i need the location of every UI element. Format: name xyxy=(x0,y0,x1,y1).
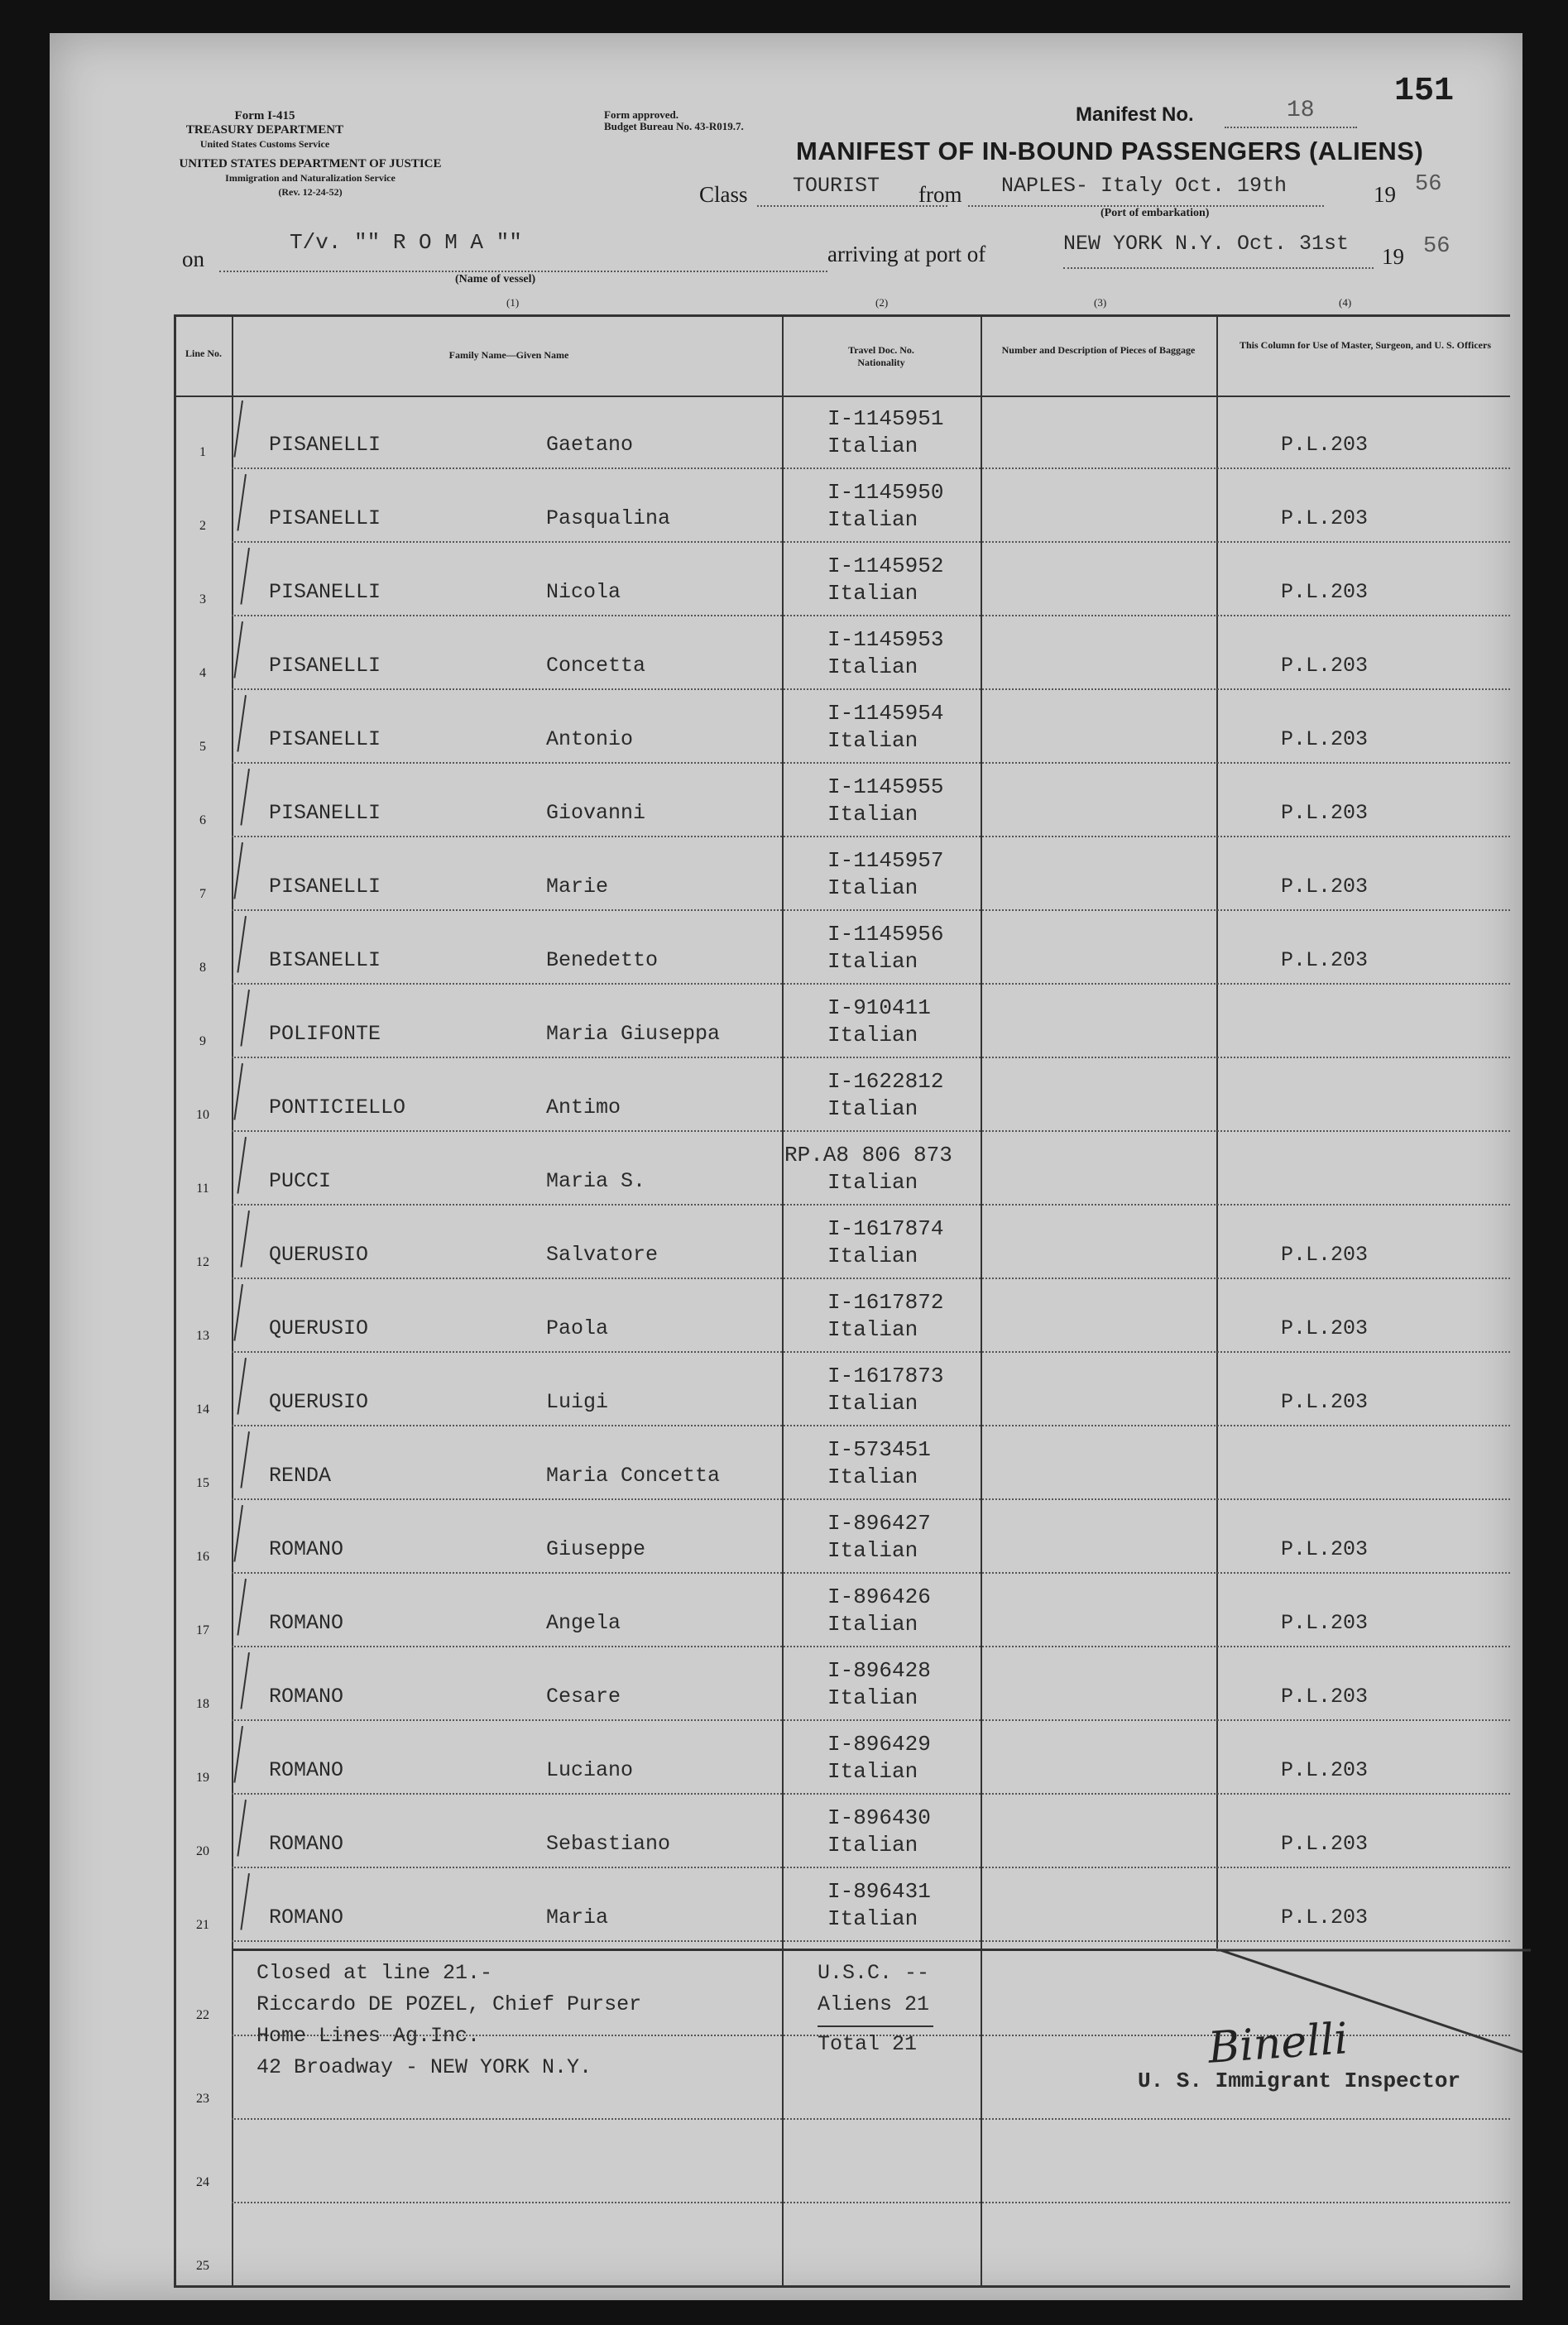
line-number: 19 xyxy=(196,1771,209,1785)
nationality: Italian xyxy=(827,1906,918,1931)
given-name: Maria Concetta xyxy=(546,1464,721,1488)
travel-doc-number: I-1145953 xyxy=(827,627,944,652)
officer-note: P.L.203 xyxy=(1281,1243,1369,1267)
officer-note: P.L.203 xyxy=(1281,506,1369,530)
given-name: Benedetto xyxy=(546,948,659,972)
travel-doc-number: I-1145955 xyxy=(827,774,944,799)
ins-service: Immigration and Naturalization Service xyxy=(225,172,396,184)
year-prefix-arrive: 19 xyxy=(1382,244,1404,269)
nationality: Italian xyxy=(827,1612,918,1637)
line-number: 15 xyxy=(196,1476,209,1490)
given-name: Maria Giuseppa xyxy=(546,1022,721,1046)
travel-doc-number: I-1145951 xyxy=(827,406,944,431)
nationality: Italian xyxy=(827,802,918,827)
officer-note: P.L.203 xyxy=(1281,580,1369,604)
family-name: PISANELLI xyxy=(269,580,381,604)
form-approved: Form approved. xyxy=(604,108,679,121)
given-name: Luigi xyxy=(546,1390,609,1414)
line-number: 7 xyxy=(199,887,206,901)
officer-note: P.L.203 xyxy=(1281,875,1369,899)
family-name: PISANELLI xyxy=(269,654,381,678)
family-name: PUCCI xyxy=(269,1169,332,1193)
nationality: Italian xyxy=(827,434,918,458)
family-name: ROMANO xyxy=(269,1758,344,1782)
officer-note: P.L.203 xyxy=(1281,727,1369,751)
col2-number: (2) xyxy=(875,296,889,309)
line-number: 23 xyxy=(196,2092,209,2106)
travel-doc-number: I-1622812 xyxy=(827,1069,944,1094)
manifest-number: 18 xyxy=(1287,98,1315,123)
port-embarkation-caption: (Port of embarkation) xyxy=(1100,207,1210,219)
check-mark xyxy=(240,1431,250,1488)
travel-doc-number: I-910411 xyxy=(827,995,931,1020)
justice-block xyxy=(178,157,443,199)
given-name: Giovanni xyxy=(546,801,646,825)
given-name: Cesare xyxy=(546,1685,621,1709)
officer-note: P.L.203 xyxy=(1281,1537,1369,1561)
officer-note: P.L.203 xyxy=(1281,1685,1369,1709)
line-number: 18 xyxy=(196,1697,209,1711)
arriving-label: arriving at port of xyxy=(827,242,986,266)
travel-doc-number: I-1617874 xyxy=(827,1216,944,1241)
nationality: Italian xyxy=(827,728,918,753)
check-mark xyxy=(233,1726,243,1783)
line-number: 20 xyxy=(196,1844,209,1858)
manifest-sheet xyxy=(50,33,1522,2300)
check-mark xyxy=(240,990,250,1047)
travel-doc-number: I-896431 xyxy=(827,1879,931,1904)
line-number: 13 xyxy=(196,1329,209,1343)
officer-note: P.L.203 xyxy=(1281,948,1369,972)
page-title: MANIFEST OF IN-BOUND PASSENGERS (ALIENS) xyxy=(796,137,1424,165)
line-number: 17 xyxy=(196,1623,209,1637)
from-value: NAPLES- Italy Oct. 19th xyxy=(1001,174,1287,198)
check-mark xyxy=(237,695,247,752)
check-mark xyxy=(233,1063,243,1120)
nationality: Italian xyxy=(827,949,918,974)
officer-note: P.L.203 xyxy=(1281,1611,1369,1635)
travel-doc-number: I-1145950 xyxy=(827,480,944,505)
given-name: Luciano xyxy=(546,1758,634,1782)
budget-bureau: Budget Bureau No. 43-R019.7. xyxy=(604,120,744,132)
given-name: Antonio xyxy=(546,727,634,751)
col4-number: (4) xyxy=(1339,296,1352,309)
year-arrive: 56 xyxy=(1423,234,1451,259)
travel-doc-number: I-1617873 xyxy=(827,1364,944,1388)
class-label: Class xyxy=(699,182,748,207)
given-name: Angela xyxy=(546,1611,621,1635)
family-name: ROMANO xyxy=(269,1685,344,1709)
nationality: Italian xyxy=(827,1317,918,1342)
line-number: 16 xyxy=(196,1550,209,1564)
family-name: ROMANO xyxy=(269,1537,344,1561)
closing-line-1: Closed at line 21.- xyxy=(257,1961,493,1985)
line-number: 24 xyxy=(196,2175,209,2189)
travel-doc-number: I-1145956 xyxy=(827,922,944,947)
on-label: on xyxy=(182,247,204,271)
officer-note: P.L.203 xyxy=(1281,1758,1369,1782)
header-travel-doc: Travel Doc. No. Nationality xyxy=(848,344,914,368)
closing-line-3: Home Lines Ag.Inc. xyxy=(257,2024,481,2048)
line-number: 5 xyxy=(199,740,206,754)
officer-note: P.L.203 xyxy=(1281,1832,1369,1856)
justice-dept: UNITED STATES DEPARTMENT OF JUSTICE xyxy=(179,157,442,170)
family-name: PISANELLI xyxy=(269,801,381,825)
check-mark xyxy=(233,842,243,899)
travel-doc-number: I-573451 xyxy=(827,1437,931,1462)
travel-doc-number: I-1617872 xyxy=(827,1290,944,1315)
check-mark xyxy=(233,400,243,458)
given-name: Sebastiano xyxy=(546,1832,671,1856)
travel-doc-number: I-1145952 xyxy=(827,554,944,578)
line-number: 2 xyxy=(199,519,206,533)
form-number: Form I-415 xyxy=(234,109,295,122)
check-mark xyxy=(240,1873,250,1930)
given-name: Gaetano xyxy=(546,433,634,457)
nationality: Italian xyxy=(827,654,918,679)
officer-note: P.L.203 xyxy=(1281,1316,1369,1340)
given-name: Marie xyxy=(546,875,609,899)
aliens-total: Aliens 21 xyxy=(818,1992,930,2016)
usc-total: U.S.C. -- xyxy=(818,1961,930,1985)
header-baggage: Number and Description of Pieces of Baggage xyxy=(1001,344,1196,356)
nationality: Italian xyxy=(827,1244,918,1268)
check-mark xyxy=(240,1210,250,1268)
travel-doc-number: I-896429 xyxy=(827,1732,931,1757)
family-name: PISANELLI xyxy=(269,875,381,899)
travel-doc-number: I-896427 xyxy=(827,1511,931,1536)
family-name: PISANELLI xyxy=(269,727,381,751)
grand-total: Total 21 xyxy=(818,2032,918,2056)
check-mark xyxy=(233,1284,243,1341)
family-name: QUERUSIO xyxy=(269,1316,369,1340)
year-prefix-from: 19 xyxy=(1374,182,1396,207)
line-number: 11 xyxy=(196,1182,209,1196)
line-number: 6 xyxy=(199,813,206,827)
page-number: 151 xyxy=(1394,73,1455,110)
line-number: 1 xyxy=(199,445,206,459)
arriving-value: NEW YORK N.Y. Oct. 31st xyxy=(1063,232,1350,256)
inspector-signature: Binelli xyxy=(1206,2014,1350,2073)
class-value: TOURIST xyxy=(793,174,880,198)
family-name: QUERUSIO xyxy=(269,1390,369,1414)
nationality: Italian xyxy=(827,507,918,532)
line-number: 9 xyxy=(199,1034,206,1048)
family-name: PISANELLI xyxy=(269,433,381,457)
revision: (Rev. 12-24-52) xyxy=(278,186,343,198)
header-left-block xyxy=(165,109,364,151)
given-name: Paola xyxy=(546,1316,609,1340)
family-name: BISANELLI xyxy=(269,948,381,972)
line-number: 8 xyxy=(199,961,206,975)
family-name: PONTICIELLO xyxy=(269,1095,406,1119)
line-number: 10 xyxy=(196,1108,209,1122)
closing-line-2: Riccardo DE POZEL, Chief Purser xyxy=(257,1992,642,2016)
header-family-name: Family Name—Given Name xyxy=(448,349,569,361)
check-mark xyxy=(233,1505,243,1562)
nationality: Italian xyxy=(827,1538,918,1563)
check-mark xyxy=(240,548,250,605)
travel-doc-number: I-896428 xyxy=(827,1658,931,1683)
closing-line-4: 42 Broadway - NEW YORK N.Y. xyxy=(257,2055,592,2079)
officer-note: P.L.203 xyxy=(1281,1390,1369,1414)
col3-number: (3) xyxy=(1094,296,1107,309)
treasury-dept: TREASURY DEPARTMENT xyxy=(185,123,344,137)
line-number: 3 xyxy=(199,592,206,606)
line-number: 12 xyxy=(196,1255,209,1269)
line-number: 4 xyxy=(199,666,206,680)
check-mark xyxy=(233,621,243,678)
officer-note: P.L.203 xyxy=(1281,1906,1369,1930)
nationality: Italian xyxy=(827,1170,918,1195)
travel-doc-number: I-1145954 xyxy=(827,701,944,726)
nationality: Italian xyxy=(827,1023,918,1047)
given-name: Giuseppe xyxy=(546,1537,646,1561)
year-from: 56 xyxy=(1415,172,1442,197)
given-name: Nicola xyxy=(546,580,621,604)
travel-doc-number: I-896426 xyxy=(827,1584,931,1609)
nationality: Italian xyxy=(827,1465,918,1489)
family-name: ROMANO xyxy=(269,1611,344,1635)
given-name: Maria xyxy=(546,1906,609,1930)
check-mark xyxy=(240,1652,250,1709)
given-name: Maria S. xyxy=(546,1169,646,1193)
check-mark xyxy=(237,1358,247,1415)
line-number: 22 xyxy=(196,2008,209,2022)
line-number: 21 xyxy=(196,1918,209,1932)
inspector-label: U. S. Immigrant Inspector xyxy=(1138,2069,1461,2093)
check-mark xyxy=(237,916,247,973)
travel-doc-number: I-896430 xyxy=(827,1805,931,1830)
vessel-name: T/v. "" R O M A "" xyxy=(290,230,522,255)
check-mark xyxy=(237,1579,247,1636)
officer-note: P.L.203 xyxy=(1281,433,1369,457)
vessel-caption: (Name of vessel) xyxy=(455,273,536,285)
check-mark xyxy=(240,769,250,826)
nationality: Italian xyxy=(827,581,918,606)
approval-block xyxy=(604,109,744,132)
customs-service: United States Customs Service xyxy=(199,138,330,150)
given-name: Pasqualina xyxy=(546,506,671,530)
family-name: ROMANO xyxy=(269,1906,344,1930)
given-name: Antimo xyxy=(546,1095,621,1119)
family-name: PISANELLI xyxy=(269,506,381,530)
travel-doc-number: I-1145957 xyxy=(827,848,944,873)
nationality: Italian xyxy=(827,1685,918,1710)
given-name: Concetta xyxy=(546,654,646,678)
check-mark xyxy=(237,1137,247,1194)
diagonal-strike xyxy=(1216,1949,1531,2056)
family-name: POLIFONTE xyxy=(269,1022,381,1046)
check-mark xyxy=(237,474,247,531)
given-name: Salvatore xyxy=(546,1243,659,1267)
family-name: ROMANO xyxy=(269,1832,344,1856)
officer-note: P.L.203 xyxy=(1281,654,1369,678)
family-name: QUERUSIO xyxy=(269,1243,369,1267)
header-line-no: Line No. xyxy=(185,348,222,359)
nationality: Italian xyxy=(827,1391,918,1416)
officer-note: P.L.203 xyxy=(1281,801,1369,825)
family-name: RENDA xyxy=(269,1464,332,1488)
nationality: Italian xyxy=(827,1759,918,1784)
nationality: Italian xyxy=(827,875,918,900)
travel-doc-number: RP.A8 806 873 xyxy=(784,1143,952,1167)
nationality: Italian xyxy=(827,1833,918,1858)
header-officers: This Column for Use of Master, Surgeon, and U. S. Officers xyxy=(1239,339,1491,351)
manifest-no-line xyxy=(1225,127,1357,128)
line-number: 25 xyxy=(196,2259,209,2273)
line-number: 14 xyxy=(196,1402,209,1417)
col1-number: (1) xyxy=(506,296,520,309)
check-mark xyxy=(237,1800,247,1857)
manifest-label: Manifest No. xyxy=(1076,103,1194,126)
nationality: Italian xyxy=(827,1096,918,1121)
from-label: from xyxy=(918,182,962,207)
